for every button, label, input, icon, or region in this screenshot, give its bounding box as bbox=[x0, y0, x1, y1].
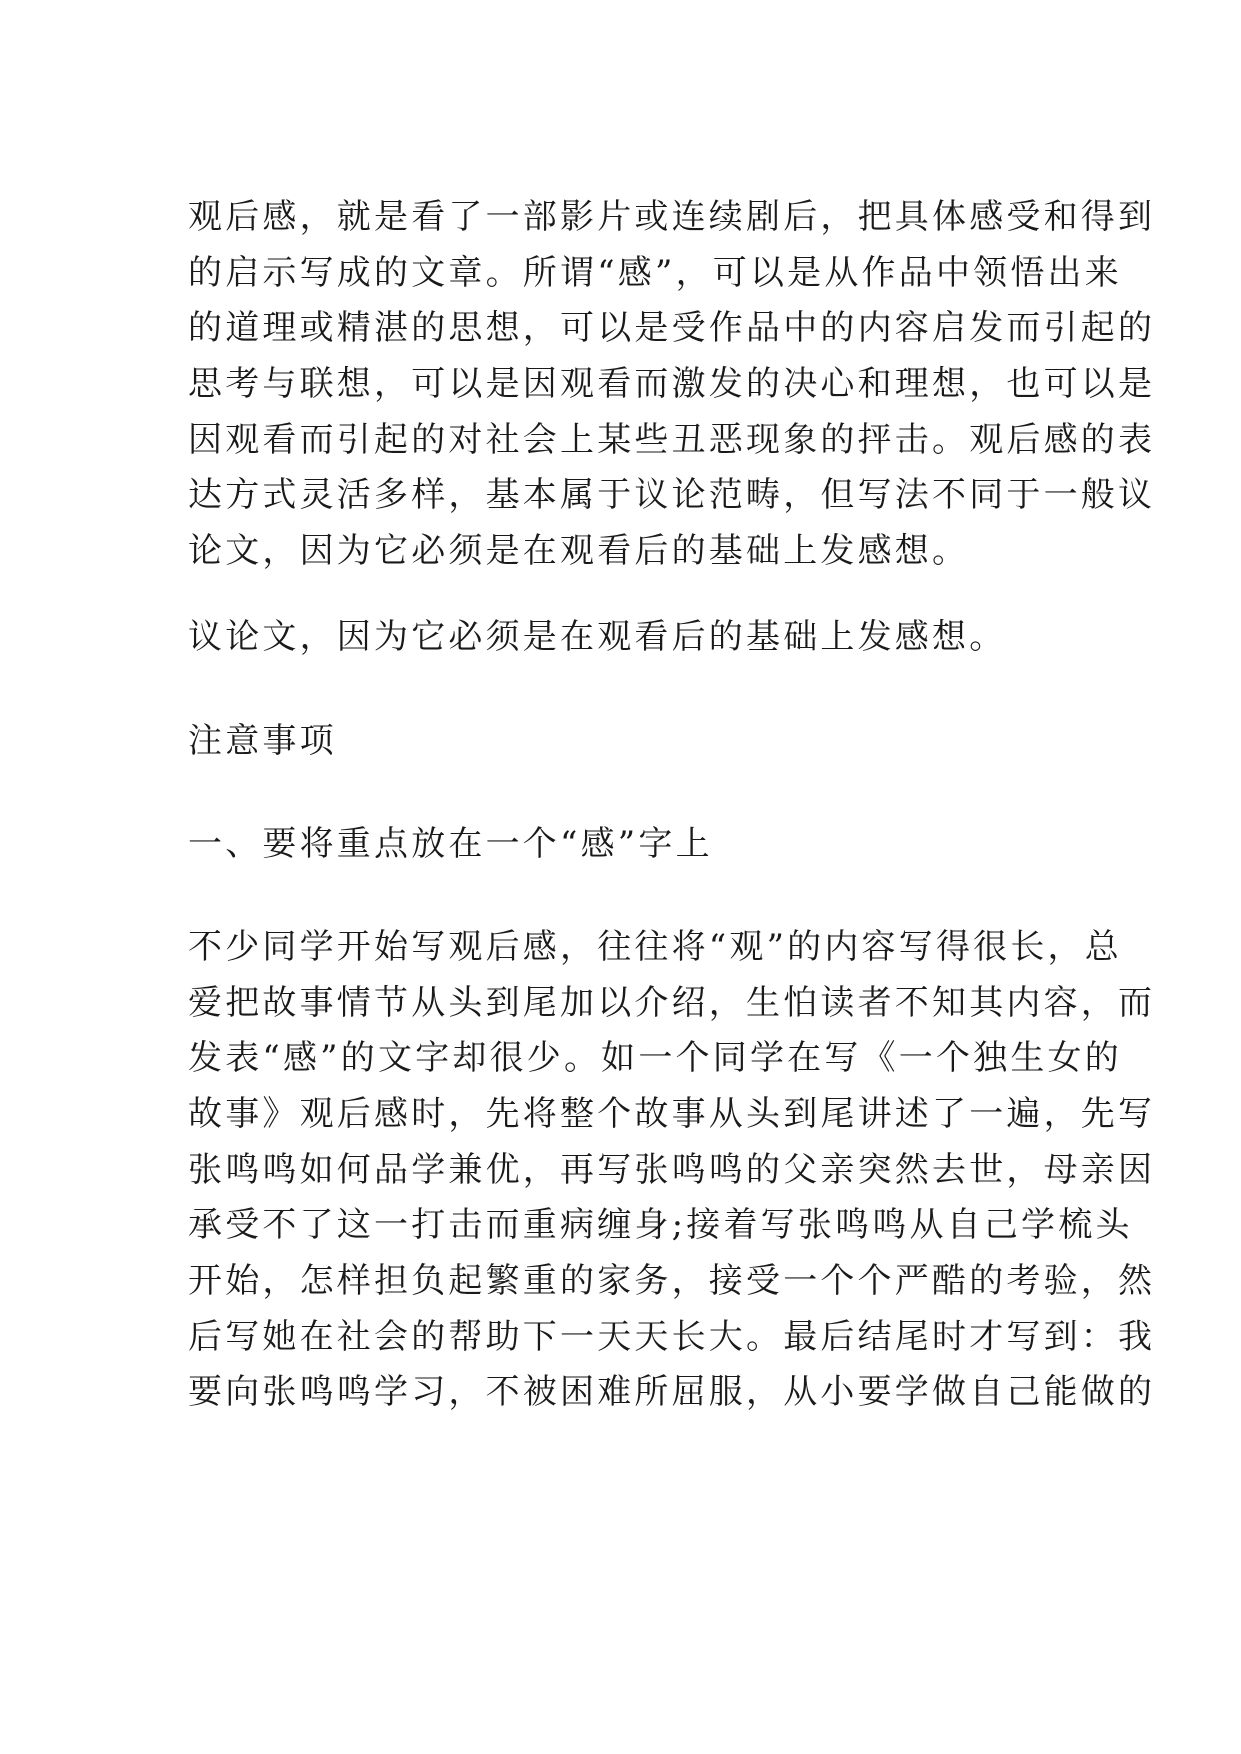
paragraph-line: 思考与联想，可以是因观看而激发的决心和理想，也可以是 bbox=[188, 364, 1156, 404]
paragraph-line: 爱把故事情节从头到尾加以介绍，生怕读者不知其内容，而 bbox=[188, 983, 1156, 1023]
paragraph-line: 张鸣鸣如何品学兼优，再写张鸣鸣的父亲突然去世，母亲因 bbox=[188, 1150, 1156, 1190]
paragraph-line: 发表“感”的文字却很少。如一个同学在写《一个独生女的 bbox=[188, 1038, 1122, 1078]
subheading: 一、要将重点放在一个“感”字上 bbox=[188, 824, 713, 864]
paragraph-line: 论文，因为它必须是在观看后的基础上发感想。 bbox=[188, 531, 970, 571]
paragraph-repeat: 议论文，因为它必须是在观看后的基础上发感想。 bbox=[188, 617, 1007, 657]
paragraph-line: 开始，怎样担负起繁重的家务，接受一个个严酷的考验，然 bbox=[188, 1261, 1156, 1301]
paragraph-line: 后写她在社会的帮助下一天天长大。最后结尾时才写到：我 bbox=[188, 1317, 1156, 1357]
paragraph-line: 要向张鸣鸣学习，不被困难所屈服，从小要学做自己能做的 bbox=[188, 1372, 1156, 1412]
paragraph-line: 观后感，就是看了一部影片或连续剧后，把具体感受和得到 bbox=[188, 197, 1156, 237]
paragraph-line: 达方式灵活多样，基本属于议论范畴，但写法不同于一般议 bbox=[188, 475, 1156, 515]
paragraph-line: 不少同学开始写观后感，往往将“观”的内容写得很长，总 bbox=[188, 927, 1122, 967]
paragraph-line: 承受不了这一打击而重病缠身;接着写张鸣鸣从自己学梳头 bbox=[188, 1205, 1133, 1245]
section-heading: 注意事项 bbox=[188, 721, 337, 761]
paragraph-line: 故事》观后感时，先将整个故事从头到尾讲述了一遍，先写 bbox=[188, 1094, 1156, 1134]
paragraph-line: 的道理或精湛的思想，可以是受作品中的内容启发而引起的 bbox=[188, 308, 1156, 348]
paragraph-line: 的启示写成的文章。所谓“感”，可以是从作品中领悟出来 bbox=[188, 253, 1122, 293]
paragraph-line: 因观看而引起的对社会上某些丑恶现象的抨击。观后感的表 bbox=[188, 420, 1156, 460]
